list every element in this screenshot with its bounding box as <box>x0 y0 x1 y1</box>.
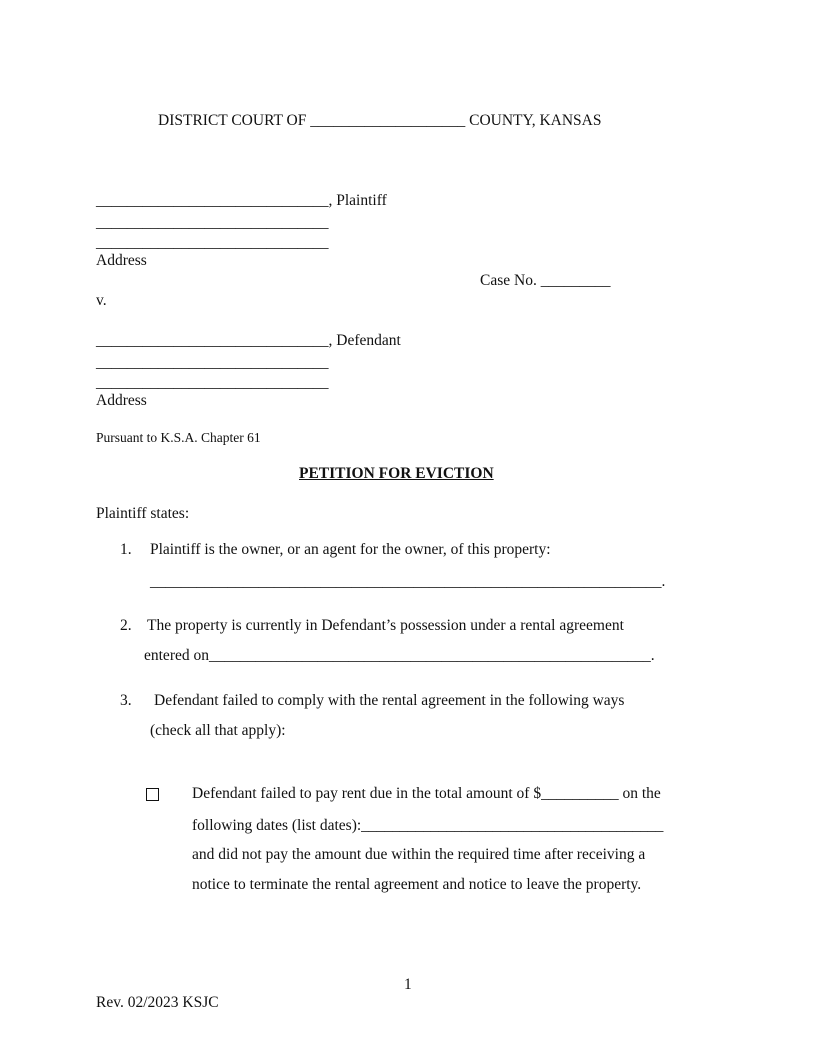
plaintiff-address-label: Address <box>96 252 147 269</box>
item-3-line2: (check all that apply): <box>150 722 286 739</box>
item-3-number: 3. <box>120 692 132 709</box>
intro-text: Plaintiff states: <box>96 505 190 522</box>
court-header <box>158 112 601 130</box>
court-prefix: DISTRICT COURT OF <box>158 112 307 129</box>
defendant-address-label: Address <box>96 392 147 409</box>
defendant-name-row <box>96 332 401 350</box>
plaintiff-name-field[interactable]: ______________________________ <box>96 192 329 209</box>
case-number-row <box>480 272 610 290</box>
item-2-number: 2. <box>120 617 132 634</box>
property-address-field[interactable]: __________________________________________________________________. <box>150 573 666 590</box>
defendant-address-field-1[interactable]: ______________________________ <box>96 354 329 371</box>
unpaid-rent-line4: notice to terminate the rental agreement and notice to leave the property. <box>192 876 642 893</box>
defendant-address-field-2[interactable]: ______________________________ <box>96 374 329 391</box>
item-3-text: Defendant failed to comply with the rental agreement in the following ways <box>154 692 625 709</box>
defendant-label: , Defendant <box>328 332 401 349</box>
court-suffix: COUNTY, KANSAS <box>469 112 602 129</box>
plaintiff-name-row <box>96 192 387 210</box>
county-name-field[interactable]: ____________________ <box>310 112 466 129</box>
case-number-field[interactable]: _________ <box>540 272 611 289</box>
defendant-name-field[interactable]: ______________________________ <box>96 332 329 349</box>
revision-label: Rev. 02/2023 KSJC <box>96 994 219 1011</box>
item-2-text: The property is currently in Defendant’s possession under a rental agreement <box>147 617 624 634</box>
document-title: PETITION FOR EVICTION <box>299 465 494 482</box>
item-1-number: 1. <box>120 541 132 558</box>
plaintiff-address-field-2[interactable]: ______________________________ <box>96 234 329 251</box>
page-number: 1 <box>404 976 412 993</box>
plaintiff-address-field-1[interactable]: ______________________________ <box>96 214 329 231</box>
unpaid-rent-dates-field[interactable]: following dates (list dates):_______________________________________ <box>192 817 664 834</box>
plaintiff-label: , Plaintiff <box>328 192 387 209</box>
case-number-label: Case No. <box>480 272 537 289</box>
unpaid-rent-checkbox[interactable] <box>146 788 159 801</box>
item-1-text: Plaintiff is the owner, or an agent for the owner, of this property: <box>150 541 551 558</box>
unpaid-rent-line1[interactable]: Defendant failed to pay rent due in the total amount of $__________ on the <box>192 785 661 802</box>
versus-label: v. <box>96 292 107 309</box>
statute-reference: Pursuant to K.S.A. Chapter 61 <box>96 430 261 445</box>
unpaid-rent-line3: and did not pay the amount due within the required time after receiving a <box>192 846 646 863</box>
agreement-date-field[interactable]: entered on_________________________________________________________. <box>144 647 655 664</box>
